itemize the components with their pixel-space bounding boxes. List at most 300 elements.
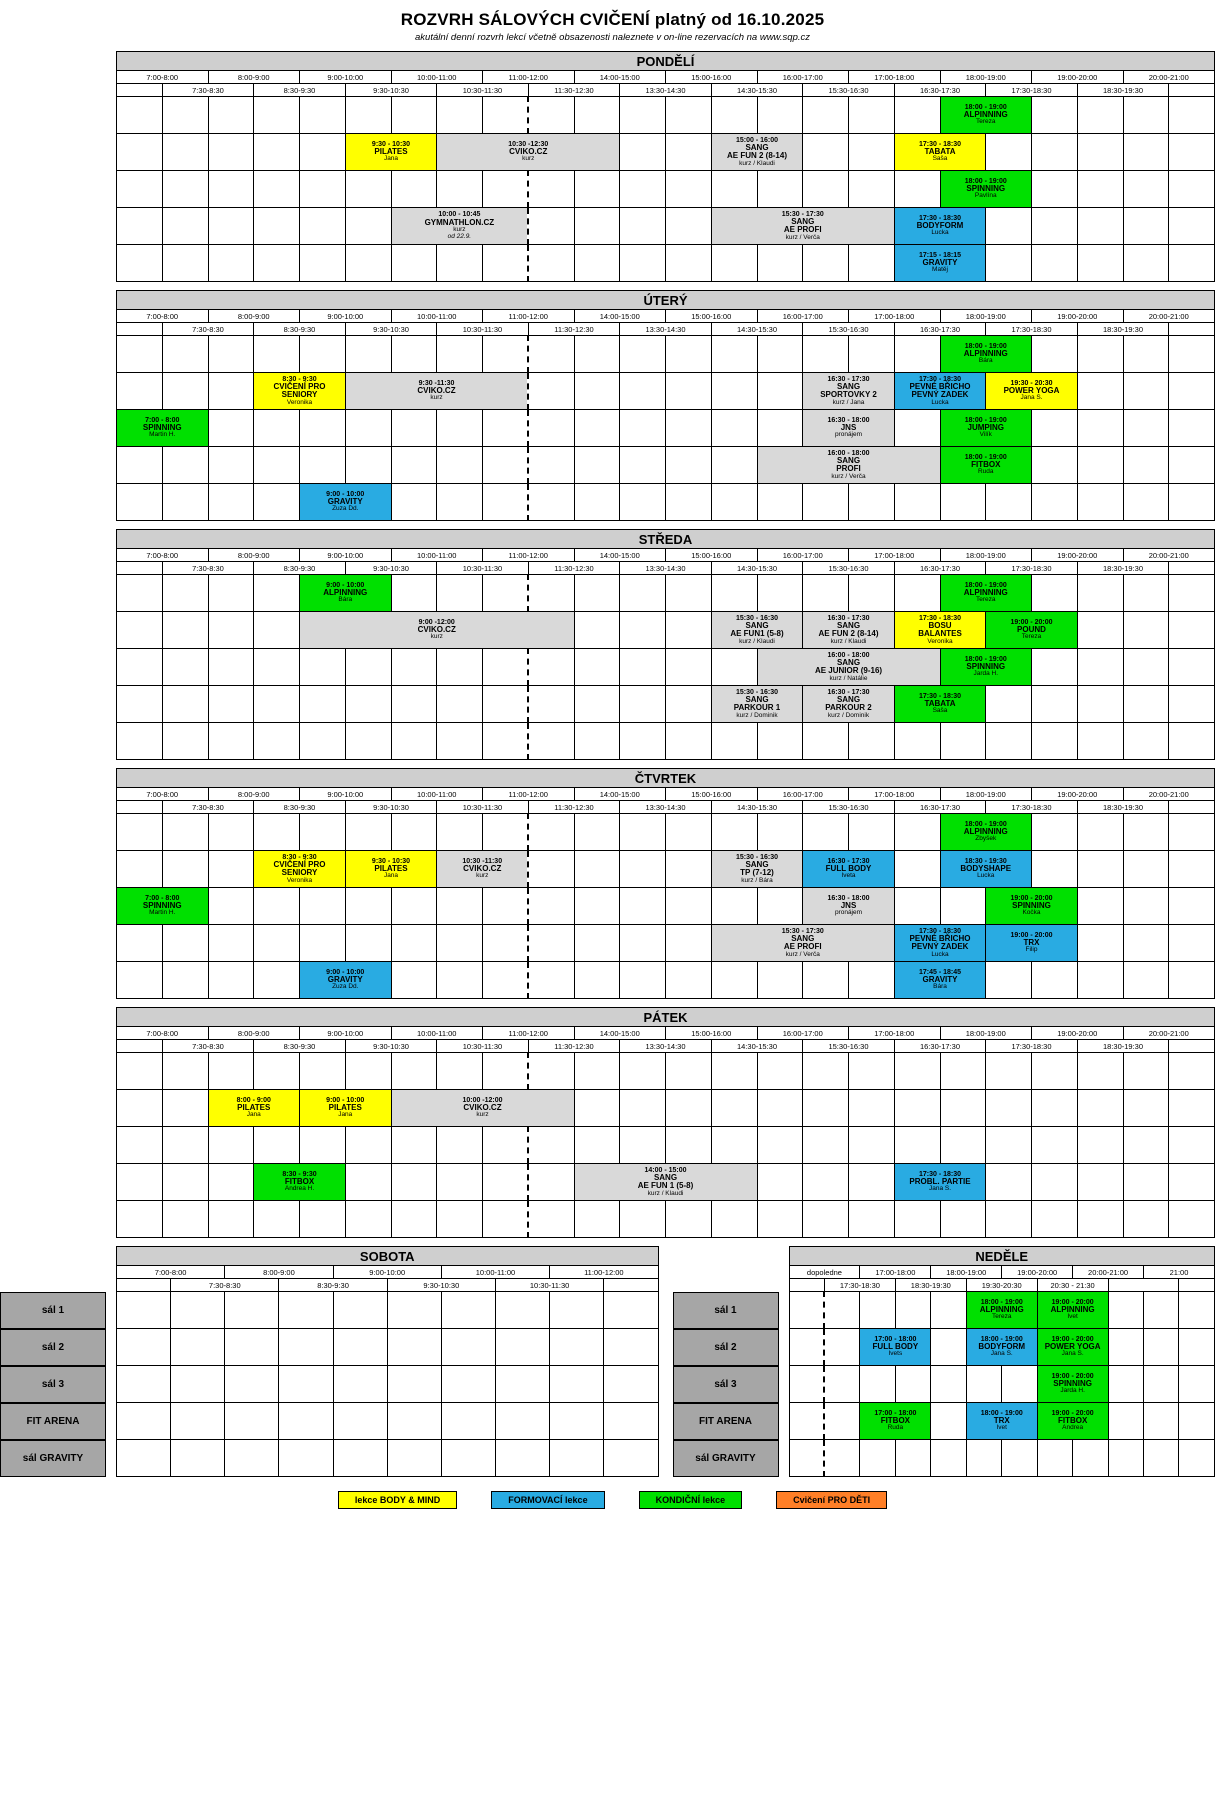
schedule-cell-empty[interactable] [254,649,300,686]
schedule-cell[interactable] [894,208,986,245]
schedule-cell-empty[interactable] [162,484,208,521]
schedule-cell[interactable] [966,1292,1037,1329]
schedule-cell-empty[interactable] [117,373,163,410]
schedule-cell-empty[interactable] [894,336,940,373]
schedule-cell[interactable] [391,208,528,245]
schedule-cell-empty[interactable] [117,814,163,851]
schedule-cell-empty[interactable] [495,1440,549,1477]
schedule-cell-empty[interactable] [574,373,620,410]
schedule-cell-empty[interactable] [1032,1090,1078,1127]
schedule-cell-empty[interactable] [441,1403,495,1440]
schedule-cell-empty[interactable] [574,575,620,612]
schedule-cell-empty[interactable] [1179,1366,1215,1403]
schedule-cell-empty[interactable] [300,925,346,962]
schedule-cell-empty[interactable] [528,925,574,962]
schedule-cell-empty[interactable] [162,1164,208,1201]
schedule-cell-empty[interactable] [666,925,712,962]
schedule-cell-empty[interactable] [162,723,208,760]
schedule-cell-empty[interactable] [666,410,712,447]
schedule-cell-empty[interactable] [391,575,437,612]
schedule-cell[interactable] [803,612,895,649]
lesson-block[interactable] [895,134,986,170]
schedule-cell-empty[interactable] [1037,1440,1072,1477]
schedule-cell-empty[interactable] [528,723,574,760]
schedule-cell-empty[interactable] [300,888,346,925]
schedule-cell-empty[interactable] [940,484,986,521]
schedule-cell-empty[interactable] [803,575,849,612]
schedule-cell[interactable] [940,814,1032,851]
schedule-cell-empty[interactable] [208,484,254,521]
schedule-cell-empty[interactable] [208,447,254,484]
schedule-cell-empty[interactable] [757,1090,803,1127]
schedule-cell-empty[interactable] [254,686,300,723]
schedule-cell-empty[interactable] [574,888,620,925]
schedule-cell-empty[interactable] [345,208,391,245]
schedule-cell-empty[interactable] [666,814,712,851]
schedule-cell[interactable] [860,1403,931,1440]
schedule-cell-empty[interactable] [254,723,300,760]
schedule-cell-empty[interactable] [1123,410,1169,447]
schedule-cell-empty[interactable] [711,410,757,447]
schedule-cell-empty[interactable] [345,447,391,484]
schedule-cell-empty[interactable] [387,1329,441,1366]
schedule-cell-empty[interactable] [528,649,574,686]
schedule-cell-empty[interactable] [849,1090,895,1127]
schedule-cell-empty[interactable] [757,1127,803,1164]
schedule-cell-empty[interactable] [162,575,208,612]
schedule-cell-empty[interactable] [483,649,529,686]
schedule-cell-empty[interactable] [894,484,940,521]
schedule-cell-empty[interactable] [666,97,712,134]
schedule-cell-empty[interactable] [849,1201,895,1238]
schedule-cell-empty[interactable] [1108,1366,1143,1403]
schedule-cell-empty[interactable] [757,1201,803,1238]
schedule-cell-empty[interactable] [279,1292,333,1329]
schedule-cell-empty[interactable] [254,447,300,484]
schedule-cell[interactable] [117,888,209,925]
schedule-cell-empty[interactable] [208,888,254,925]
schedule-cell-empty[interactable] [849,962,895,999]
schedule-cell-empty[interactable] [117,1090,163,1127]
schedule-cell-empty[interactable] [1123,888,1169,925]
schedule-cell-empty[interactable] [387,1292,441,1329]
schedule-cell-empty[interactable] [1077,208,1123,245]
schedule-cell-empty[interactable] [1073,1440,1108,1477]
schedule-cell-empty[interactable] [483,686,529,723]
schedule-cell-empty[interactable] [225,1329,279,1366]
schedule-cell-empty[interactable] [1077,851,1123,888]
schedule-cell-empty[interactable] [1144,1440,1179,1477]
schedule-cell-empty[interactable] [940,1127,986,1164]
schedule-cell-empty[interactable] [803,1164,849,1201]
schedule-cell-empty[interactable] [1123,851,1169,888]
schedule-cell-empty[interactable] [300,410,346,447]
schedule-cell-empty[interactable] [391,962,437,999]
schedule-cell-empty[interactable] [620,1127,666,1164]
schedule-cell-empty[interactable] [117,575,163,612]
schedule-cell-empty[interactable] [1077,686,1123,723]
schedule-cell-empty[interactable] [171,1403,225,1440]
schedule-cell[interactable] [940,649,1032,686]
schedule-cell-empty[interactable] [117,1127,163,1164]
schedule-cell-empty[interactable] [1123,1090,1169,1127]
schedule-cell[interactable] [966,1403,1037,1440]
schedule-cell[interactable] [940,336,1032,373]
schedule-cell-empty[interactable] [711,962,757,999]
schedule-cell-empty[interactable] [117,134,163,171]
schedule-cell-empty[interactable] [162,208,208,245]
schedule-cell-empty[interactable] [387,1440,441,1477]
schedule-cell-empty[interactable] [391,1127,437,1164]
lesson-block[interactable] [895,373,986,409]
schedule-cell-empty[interactable] [1123,171,1169,208]
schedule-cell-empty[interactable] [849,1127,895,1164]
schedule-cell-empty[interactable] [757,1164,803,1201]
schedule-cell-empty[interactable] [162,245,208,282]
lesson-block[interactable] [712,612,803,648]
schedule-cell-empty[interactable] [162,97,208,134]
schedule-cell-empty[interactable] [894,1201,940,1238]
schedule-cell-empty[interactable] [1169,575,1215,612]
lesson-block[interactable] [254,373,345,409]
schedule-cell-empty[interactable] [387,1403,441,1440]
schedule-cell-empty[interactable] [1077,373,1123,410]
schedule-cell-empty[interactable] [620,612,666,649]
schedule-cell-empty[interactable] [849,814,895,851]
schedule-cell-empty[interactable] [803,814,849,851]
schedule-cell-empty[interactable] [1123,1164,1169,1201]
schedule-cell-empty[interactable] [757,373,803,410]
schedule-cell-empty[interactable] [574,1127,620,1164]
schedule-cell-empty[interactable] [824,1292,859,1329]
schedule-cell-empty[interactable] [279,1403,333,1440]
lesson-block[interactable] [941,814,1032,850]
schedule-cell-empty[interactable] [300,245,346,282]
schedule-cell-empty[interactable] [1077,410,1123,447]
lesson-block[interactable] [254,851,345,887]
lesson-block[interactable] [941,410,1032,446]
schedule-cell-empty[interactable] [391,888,437,925]
schedule-cell-empty[interactable] [711,814,757,851]
schedule-cell-empty[interactable] [300,1053,346,1090]
schedule-cell-empty[interactable] [254,888,300,925]
schedule-cell-empty[interactable] [849,575,895,612]
schedule-cell-empty[interactable] [117,245,163,282]
schedule-cell[interactable] [757,447,940,484]
schedule-cell-empty[interactable] [1179,1440,1215,1477]
schedule-cell-empty[interactable] [1123,575,1169,612]
schedule-cell-empty[interactable] [894,1127,940,1164]
schedule-cell[interactable] [711,851,803,888]
schedule-cell-empty[interactable] [300,686,346,723]
schedule-cell-empty[interactable] [1123,612,1169,649]
schedule-cell-empty[interactable] [300,447,346,484]
schedule-cell-empty[interactable] [345,336,391,373]
lesson-block[interactable] [437,851,527,887]
schedule-cell-empty[interactable] [620,814,666,851]
schedule-cell-empty[interactable] [940,888,986,925]
schedule-cell-empty[interactable] [895,1292,930,1329]
schedule-cell-empty[interactable] [966,1440,1001,1477]
lesson-block[interactable] [575,1164,757,1200]
schedule-cell-empty[interactable] [1032,1164,1078,1201]
schedule-cell-empty[interactable] [574,649,620,686]
schedule-cell-empty[interactable] [162,851,208,888]
lesson-block[interactable] [895,208,986,244]
schedule-cell-empty[interactable] [437,1201,483,1238]
schedule-cell-empty[interactable] [986,1127,1032,1164]
schedule-cell-empty[interactable] [666,208,712,245]
schedule-cell-empty[interactable] [1123,97,1169,134]
schedule-cell-empty[interactable] [391,649,437,686]
schedule-cell-empty[interactable] [117,962,163,999]
schedule-cell-empty[interactable] [757,336,803,373]
schedule-cell-empty[interactable] [1077,962,1123,999]
schedule-cell-empty[interactable] [391,447,437,484]
schedule-cell-empty[interactable] [1123,373,1169,410]
schedule-cell-empty[interactable] [711,447,757,484]
schedule-cell-empty[interactable] [208,814,254,851]
schedule-cell-empty[interactable] [391,1164,437,1201]
schedule-cell-empty[interactable] [986,723,1032,760]
schedule-cell-empty[interactable] [495,1403,549,1440]
schedule-cell-empty[interactable] [437,245,483,282]
schedule-cell-empty[interactable] [986,484,1032,521]
schedule-cell-empty[interactable] [1002,1366,1037,1403]
schedule-cell-empty[interactable] [803,1201,849,1238]
schedule-cell[interactable] [300,612,575,649]
schedule-cell-empty[interactable] [620,1201,666,1238]
schedule-cell-empty[interactable] [1077,1053,1123,1090]
schedule-cell-empty[interactable] [1032,851,1078,888]
schedule-cell-empty[interactable] [1032,208,1078,245]
schedule-cell-empty[interactable] [391,171,437,208]
schedule-cell-empty[interactable] [208,851,254,888]
lesson-block[interactable] [437,134,619,170]
schedule-cell-empty[interactable] [1077,1127,1123,1164]
schedule-cell-empty[interactable] [483,97,529,134]
schedule-cell-empty[interactable] [1123,447,1169,484]
schedule-cell-empty[interactable] [931,1329,966,1366]
schedule-cell-empty[interactable] [1169,171,1215,208]
schedule-cell[interactable] [894,1164,986,1201]
schedule-cell-empty[interactable] [437,686,483,723]
schedule-cell-empty[interactable] [1123,1201,1169,1238]
schedule-cell-empty[interactable] [620,245,666,282]
schedule-cell-empty[interactable] [254,97,300,134]
schedule-cell-empty[interactable] [620,1053,666,1090]
schedule-cell-empty[interactable] [574,925,620,962]
schedule-cell-empty[interactable] [757,1053,803,1090]
schedule-cell-empty[interactable] [620,1090,666,1127]
schedule-cell[interactable] [117,410,209,447]
schedule-cell-empty[interactable] [1077,1090,1123,1127]
schedule-cell-empty[interactable] [711,484,757,521]
schedule-cell-empty[interactable] [483,1053,529,1090]
schedule-cell-empty[interactable] [1077,814,1123,851]
schedule-cell-empty[interactable] [117,1366,171,1403]
schedule-cell-empty[interactable] [333,1403,387,1440]
schedule-cell[interactable] [300,962,392,999]
schedule-cell-empty[interactable] [300,208,346,245]
schedule-cell-empty[interactable] [437,1053,483,1090]
schedule-cell-empty[interactable] [162,1127,208,1164]
schedule-cell[interactable] [894,925,986,962]
schedule-cell-empty[interactable] [208,723,254,760]
schedule-cell-empty[interactable] [1032,723,1078,760]
schedule-cell-empty[interactable] [711,336,757,373]
schedule-cell-empty[interactable] [345,686,391,723]
schedule-cell-empty[interactable] [483,814,529,851]
lesson-block[interactable] [895,1164,986,1200]
schedule-cell-empty[interactable] [1144,1403,1179,1440]
schedule-cell-empty[interactable] [1169,97,1215,134]
schedule-cell-empty[interactable] [620,410,666,447]
lesson-block[interactable] [895,925,986,961]
schedule-cell-empty[interactable] [666,1053,712,1090]
schedule-cell-empty[interactable] [666,447,712,484]
schedule-cell[interactable] [1037,1403,1108,1440]
schedule-cell-empty[interactable] [528,814,574,851]
schedule-cell-empty[interactable] [483,1164,529,1201]
schedule-cell[interactable] [803,410,895,447]
schedule-cell-empty[interactable] [483,410,529,447]
schedule-cell-empty[interactable] [574,1090,620,1127]
schedule-cell-empty[interactable] [620,447,666,484]
schedule-cell-empty[interactable] [437,649,483,686]
schedule-cell-empty[interactable] [550,1366,604,1403]
schedule-cell-empty[interactable] [1032,97,1078,134]
schedule-cell-empty[interactable] [1032,171,1078,208]
schedule-cell-empty[interactable] [1169,925,1215,962]
schedule-cell-empty[interactable] [208,134,254,171]
lesson-block[interactable] [758,649,940,685]
schedule-cell-empty[interactable] [1169,962,1215,999]
schedule-cell-empty[interactable] [1123,686,1169,723]
schedule-cell-empty[interactable] [574,851,620,888]
schedule-cell-empty[interactable] [483,962,529,999]
schedule-cell-empty[interactable] [345,410,391,447]
schedule-cell-empty[interactable] [860,1366,895,1403]
schedule-cell-empty[interactable] [254,245,300,282]
schedule-cell-empty[interactable] [620,888,666,925]
schedule-cell-empty[interactable] [986,134,1032,171]
schedule-cell-empty[interactable] [894,410,940,447]
schedule-cell[interactable] [711,686,803,723]
schedule-cell-empty[interactable] [495,1366,549,1403]
schedule-cell-empty[interactable] [574,208,620,245]
schedule-cell-empty[interactable] [986,1053,1032,1090]
schedule-cell-empty[interactable] [117,851,163,888]
schedule-cell[interactable] [940,575,1032,612]
schedule-cell-empty[interactable] [345,1164,391,1201]
schedule-cell-empty[interactable] [162,373,208,410]
lesson-block[interactable] [895,612,986,648]
schedule-cell[interactable] [894,962,986,999]
schedule-cell-empty[interactable] [931,1403,966,1440]
schedule-cell-empty[interactable] [986,1090,1032,1127]
schedule-cell-empty[interactable] [711,649,757,686]
schedule-cell-empty[interactable] [300,134,346,171]
schedule-cell-empty[interactable] [117,336,163,373]
schedule-cell-empty[interactable] [1123,1053,1169,1090]
schedule-cell[interactable] [894,134,986,171]
schedule-cell-empty[interactable] [254,575,300,612]
schedule-cell-empty[interactable] [437,484,483,521]
schedule-cell[interactable] [940,410,1032,447]
schedule-cell-empty[interactable] [483,171,529,208]
schedule-cell-empty[interactable] [604,1440,658,1477]
schedule-cell-empty[interactable] [225,1366,279,1403]
schedule-cell-empty[interactable] [1032,134,1078,171]
schedule-cell-empty[interactable] [162,962,208,999]
schedule-cell-empty[interactable] [666,575,712,612]
schedule-cell-empty[interactable] [225,1403,279,1440]
lesson-block[interactable] [941,171,1032,207]
lesson-block[interactable] [300,962,391,998]
schedule-cell-empty[interactable] [208,686,254,723]
schedule-cell-empty[interactable] [666,888,712,925]
schedule-cell-empty[interactable] [208,1053,254,1090]
schedule-cell-empty[interactable] [1032,962,1078,999]
schedule-cell-empty[interactable] [345,245,391,282]
schedule-cell-empty[interactable] [1123,649,1169,686]
schedule-cell-empty[interactable] [1077,925,1123,962]
schedule-cell-empty[interactable] [574,962,620,999]
schedule-cell-empty[interactable] [437,1127,483,1164]
schedule-cell-empty[interactable] [1179,1403,1215,1440]
schedule-cell-empty[interactable] [208,925,254,962]
lesson-block[interactable] [758,447,940,483]
schedule-cell-empty[interactable] [931,1366,966,1403]
schedule-cell[interactable] [254,1164,346,1201]
lesson-block[interactable] [860,1403,930,1439]
schedule-cell-empty[interactable] [666,373,712,410]
schedule-cell-empty[interactable] [1169,208,1215,245]
schedule-cell-empty[interactable] [757,962,803,999]
schedule-cell[interactable] [894,245,986,282]
schedule-cell-empty[interactable] [1123,245,1169,282]
schedule-cell-empty[interactable] [860,1440,895,1477]
schedule-cell-empty[interactable] [345,888,391,925]
schedule-cell-empty[interactable] [666,612,712,649]
schedule-cell-empty[interactable] [300,649,346,686]
lesson-block[interactable] [941,649,1032,685]
schedule-cell-empty[interactable] [300,1201,346,1238]
schedule-cell-empty[interactable] [1032,686,1078,723]
schedule-cell-empty[interactable] [333,1440,387,1477]
schedule-cell-empty[interactable] [279,1329,333,1366]
schedule-cell-empty[interactable] [117,1292,171,1329]
schedule-cell-empty[interactable] [666,686,712,723]
schedule-cell-empty[interactable] [574,484,620,521]
schedule-cell-empty[interactable] [849,171,895,208]
lesson-block[interactable] [941,851,1032,887]
schedule-cell-empty[interactable] [528,686,574,723]
schedule-cell-empty[interactable] [1032,575,1078,612]
schedule-cell-empty[interactable] [1123,336,1169,373]
schedule-cell-empty[interactable] [1123,484,1169,521]
schedule-cell-empty[interactable] [574,245,620,282]
schedule-cell-empty[interactable] [1032,1053,1078,1090]
schedule-cell-empty[interactable] [895,1366,930,1403]
schedule-cell-empty[interactable] [437,962,483,999]
schedule-cell-empty[interactable] [483,1127,529,1164]
schedule-cell-empty[interactable] [208,373,254,410]
lesson-block[interactable] [895,245,986,281]
schedule-cell-empty[interactable] [117,1403,171,1440]
lesson-block[interactable] [986,925,1077,961]
